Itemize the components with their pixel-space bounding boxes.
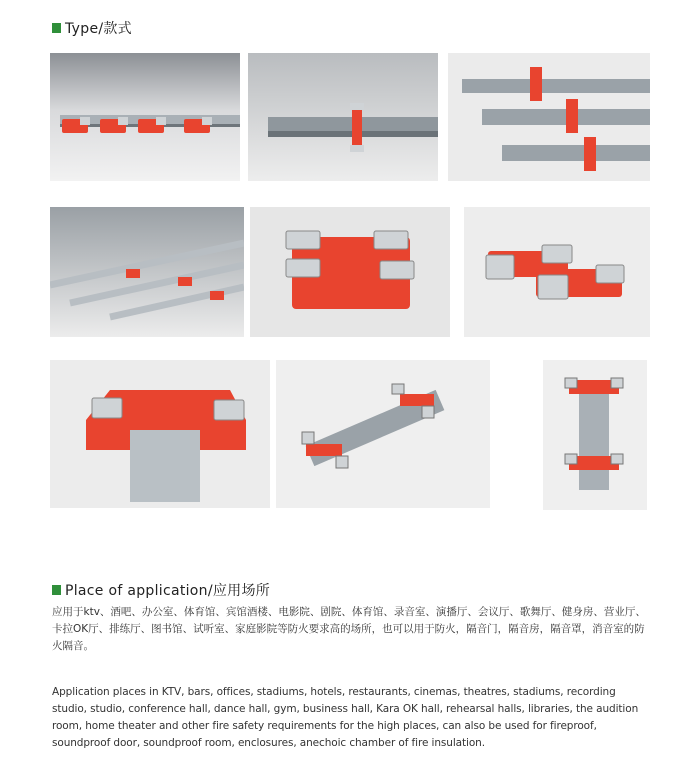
place-section-heading (52, 580, 270, 600)
photo-rail-four-clips (50, 53, 240, 181)
photo-clip-end-view (50, 360, 270, 508)
photo-rails-angled (50, 207, 244, 337)
photo-rail-vertical (543, 360, 647, 510)
photo-rail-single-clip (248, 53, 438, 181)
green-square-icon (52, 585, 61, 595)
green-square-icon (52, 23, 61, 33)
application-english-text: Application places in KTV, bars, offices, stadiums, hotels, restaurants, cinemas, theatres, stadiums, recording studio, studio, conference hall, dance hall, gym, business hall, Kara OK hall, rehearsal halls, libraries, the audition room, home theater and other fire safety requirements for the high places, can also be used for fireproof, soundproof door, soundproof room, enclosures, anechoic chamber of fire insulation. (52, 686, 639, 749)
application-chinese-text: 应用于ktv、酒吧、办公室、体育馆、宾馆酒楼、电影院、剧院、体育馆、录音室、演播厅、会议厅、歌舞厅、健身房、营业厅、卡拉OK厅、排练厅、图书馆、试听室、家庭影院等防火要求高的场所，也可以用于防火，隔音门，隔音房，隔音罩，消音室的防火隔音。 (52, 606, 646, 652)
photo-two-clips (464, 207, 650, 337)
photo-rail-diagonal (276, 360, 490, 508)
photo-two-clips-closeup (250, 207, 450, 337)
photo-three-rails (448, 53, 650, 181)
type-heading-text: Type/款式 (65, 21, 132, 37)
place-heading-text: Place of application/应用场所 (65, 583, 271, 599)
type-section-heading (52, 18, 132, 38)
